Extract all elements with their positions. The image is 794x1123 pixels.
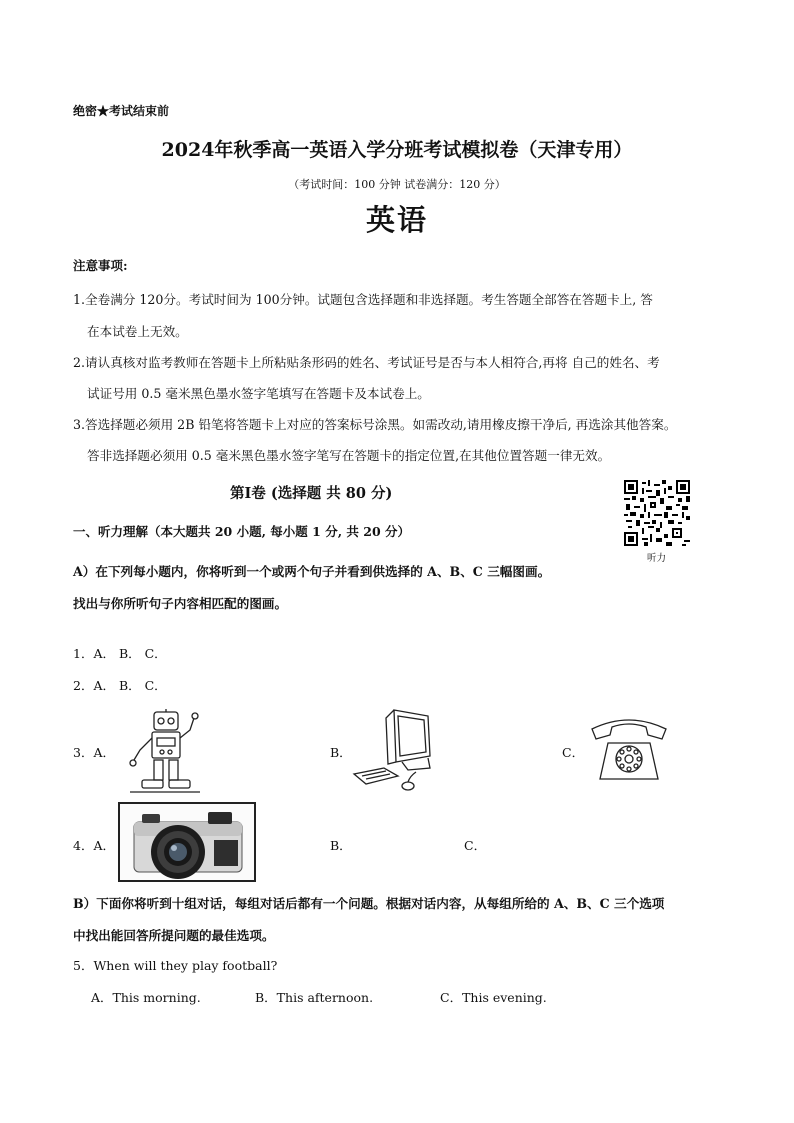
section-b-instruction-1: B）下面你将听到十组对话，每组对话后都有一个问题。根据对话内容，从每组所给的 A、B、C 三个选项 — [73, 896, 665, 911]
question-5-option-b: B．This afternoon. — [255, 990, 374, 1005]
qr-label: 听力 — [647, 553, 667, 564]
subject-title: 英语 — [365, 203, 428, 237]
section1-heading: 一、听力理解（本大题共 20 小题, 每小题 1 分, 共 20 分） — [73, 524, 411, 539]
qr-code-icon[interactable] — [624, 480, 690, 546]
notice-line-5: 3.答选择题必须用 2B 铅笔将答题卡上对应的答案标号涂黑。如需改动,请用橡皮擦干净后, 再选涂其他答案。 — [73, 417, 677, 432]
question-5-stem: 5．When will they play football? — [73, 958, 278, 973]
question-3-b: B． — [330, 745, 352, 760]
notice-line-2: 在本试卷上无效。 — [87, 324, 188, 339]
question-3-a: 3．A． — [73, 745, 115, 760]
question-4-c: C． — [464, 838, 487, 853]
section-b-instruction-2: 中找出能回答所提问题的最佳选项。 — [73, 928, 275, 943]
question-5-option-a: A．This morning. — [91, 990, 201, 1005]
secret-label: 绝密★考试结束前 — [73, 104, 170, 118]
exam-title: 2024年秋季高一英语入学分班考试模拟卷（天津专用） — [161, 139, 633, 161]
question-2: 2．A． B． C． — [73, 678, 167, 693]
question-4-b: B． — [330, 838, 352, 853]
telephone-icon — [586, 715, 672, 783]
robot-icon — [124, 708, 206, 800]
question-4-a: 4．A． — [73, 838, 115, 853]
section-a-instruction-1: A）在下列每小题内，你将听到一个或两个句子并看到供选择的 A、B、C 三幅图画。 — [73, 564, 551, 579]
notice-line-4: 试证号用 0.5 毫米黑色墨水签字笔填写在答题卡及本试卷上。 — [87, 386, 430, 401]
question-1: 1．A． B． C． — [73, 646, 167, 661]
notice-line-1: 1.全卷满分 120分。考试时间为 100分钟。试题包含选择题和非选择题。考生答题全部答在答题卡上, 答 — [73, 292, 653, 307]
question-3-c: C． — [562, 745, 585, 760]
exam-subtitle: （考试时间：100 分钟 试卷满分：120 分） — [288, 178, 506, 191]
section-a-instruction-2: 找出与你所听句子内容相匹配的图画。 — [73, 596, 288, 611]
notice-line-6: 答非选择题必须用 0.5 毫米黑色墨水签字笔写在答题卡的指定位置,在其他位置答题一律无效。 — [87, 448, 611, 463]
notice-heading: 注意事项: — [73, 258, 128, 273]
notice-line-3: 2.请认真核对监考教师在答题卡上所粘贴条形码的姓名、考试证号是否与本人相符合,再将 自己的姓名、考 — [73, 355, 660, 370]
part-title: 第Ⅰ卷 (选择题 共 80 分) — [230, 485, 393, 502]
camera-photo — [118, 802, 256, 882]
computer-icon — [350, 708, 438, 794]
question-5-option-c: C．This evening. — [440, 990, 547, 1005]
